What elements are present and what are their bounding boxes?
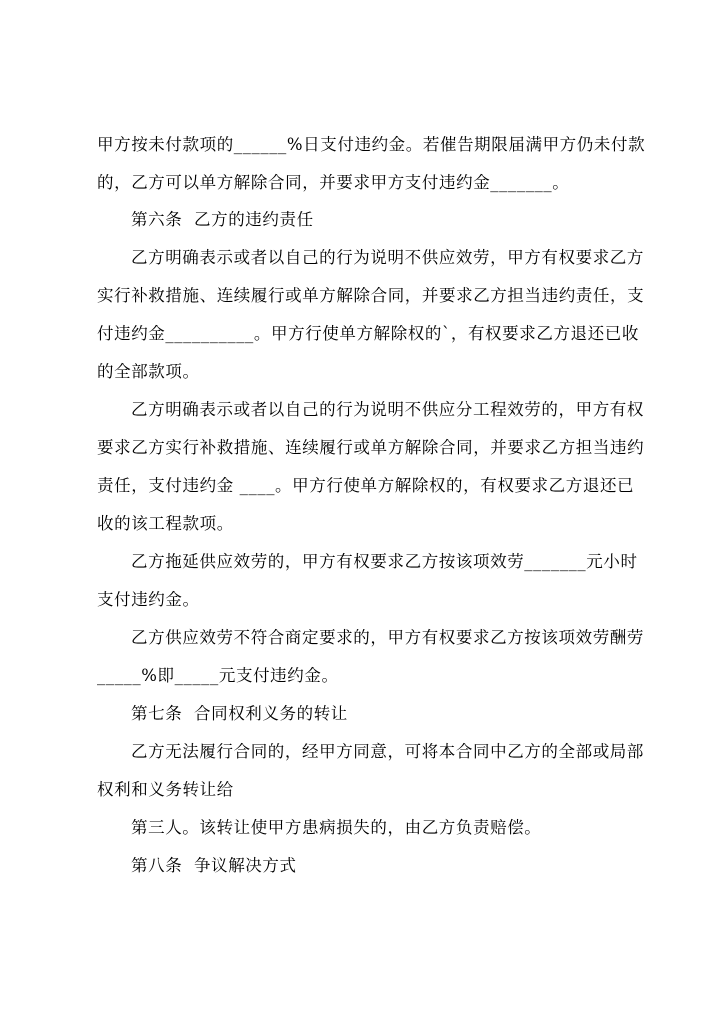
- paragraph-line-1: 甲方按未付款项的______%日支付违约金。若催告期限届满甲方仍未付款: [97, 135, 646, 154]
- paragraph-line-18: 权利和义务转让给: [97, 780, 234, 799]
- paragraph-line-4: 乙方明确表示或者以自己的行为说明不供应效劳，甲方有权要求乙方: [131, 248, 644, 267]
- paragraph-line-15: _____%即_____元支付违约金。: [97, 666, 339, 685]
- paragraph-line-5: 实行补救措施、连续履行或单方解除合同，并要求乙方担当违约责任，支: [97, 286, 645, 305]
- paragraph-line-6: 付违约金__________。甲方行使单方解除权的`，有权要求乙方退还已收: [97, 324, 639, 343]
- section-heading-8: 第八条 争议解决方式: [131, 856, 297, 875]
- paragraph-line-10: 责任，支付违约金 ____。甲方行使单方解除权的，有权要求乙方退还已: [97, 476, 635, 495]
- section-heading-6: 第六条 乙方的违约责任: [131, 210, 314, 229]
- paragraph-line-12: 乙方拖延供应效劳的，甲方有权要求乙方按该项效劳_______元小时: [131, 552, 638, 571]
- section-heading-7: 第七条 合同权利义务的转让: [131, 704, 348, 723]
- paragraph-line-11: 收的该工程款项。: [97, 514, 234, 533]
- paragraph-line-9: 要求乙方实行补救措施、连续履行或单方解除合同，并要求乙方担当违约: [97, 438, 645, 457]
- paragraph-line-2: 的，乙方可以单方解除合同，并要求甲方支付违约金_______。: [97, 173, 570, 192]
- paragraph-line-7: 的全部款项。: [97, 362, 200, 381]
- paragraph-line-8: 乙方明确表示或者以自己的行为说明不供应分工程效劳的，甲方有权: [131, 400, 644, 419]
- paragraph-line-19: 第三人。该转让使甲方患病损失的，由乙方负责赔偿。: [131, 818, 542, 837]
- paragraph-line-13: 支付违约金。: [97, 590, 200, 609]
- paragraph-line-17: 乙方无法履行合同的，经甲方同意，可将本合同中乙方的全部或局部: [131, 742, 644, 761]
- paragraph-line-14: 乙方供应效劳不符合商定要求的，甲方有权要求乙方按该项效劳酬劳: [131, 628, 644, 647]
